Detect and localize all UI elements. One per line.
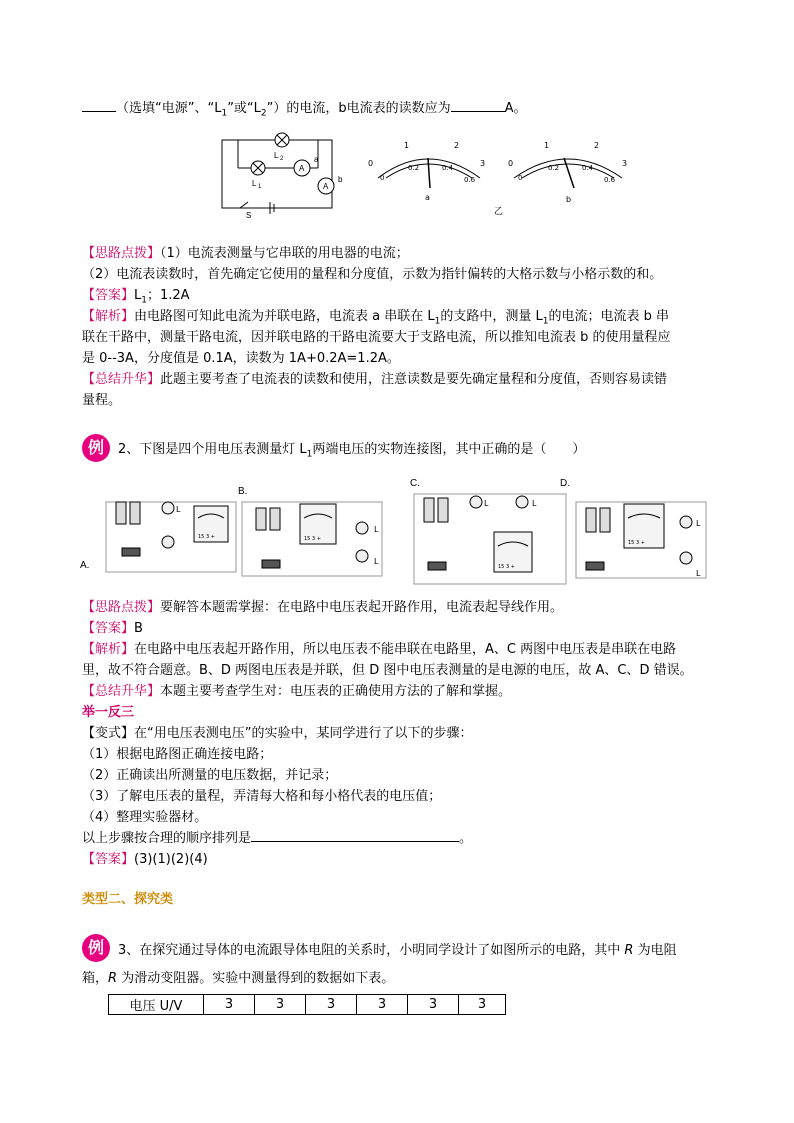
- option-a-label: A.: [80, 560, 90, 571]
- table-cell: 3: [255, 995, 306, 1015]
- table-cell: 3: [459, 995, 506, 1015]
- ammeter-b-letter: A: [323, 182, 329, 191]
- meter-marks: 15 3 +: [304, 536, 321, 542]
- caption-yi: 乙: [494, 207, 504, 217]
- label-s: S: [246, 211, 252, 220]
- ex1-zongjie-1: [82, 370, 667, 390]
- scale: 0: [380, 174, 385, 182]
- label-b: b: [338, 175, 343, 184]
- ex2-zongjie: [82, 682, 511, 702]
- meter-marks: 15 3 +: [498, 564, 515, 570]
- meter-b: [494, 141, 627, 217]
- label-a: a: [314, 155, 319, 164]
- table-row: [109, 995, 506, 1015]
- table-cell: 3: [306, 995, 357, 1015]
- text: 3、在探究通过导体的电流跟导体电阻的关系时，小明同学设计了如图所示的电路，其中: [118, 943, 625, 958]
- circuit-figure: [218, 130, 638, 222]
- tag: 【变式】: [82, 726, 135, 741]
- text: 两端电压的实物连接图，其中正确的是（ ）: [312, 442, 586, 457]
- text: 由电路图可知此电流为并联电路，电流表 a 串联在 L: [134, 309, 435, 324]
- ammeter-a-letter: A: [299, 164, 305, 173]
- scale: 0: [518, 174, 523, 182]
- scale: 0.4: [442, 164, 454, 172]
- text: 。: [459, 831, 473, 846]
- text: L: [134, 288, 142, 303]
- ex2-silu: [82, 598, 563, 618]
- sub: 1: [221, 108, 228, 119]
- option-c-label: C.: [410, 478, 420, 489]
- ex2-jiexi-2: [82, 661, 693, 681]
- text: B: [134, 621, 143, 636]
- text: 要解答本题需掌握：在电路中电压表起开路作用，电流表起导线作用。: [160, 600, 564, 615]
- scale: 0.6: [464, 176, 476, 184]
- q1-text: （选填“电源”、“L: [116, 101, 222, 116]
- ex2-question: [118, 440, 585, 465]
- text: 此题主要考查了电流表的读数和使用，注意读数是要先确定量程和分度值，否则容易读错: [160, 372, 668, 387]
- label-l1: L: [252, 179, 257, 188]
- example-badge: 例: [82, 434, 110, 462]
- sub: 1: [141, 295, 147, 306]
- meter-marks: 15 3 +: [198, 534, 215, 540]
- tag: 【答案】: [82, 288, 135, 303]
- ex1-silu-1: [82, 244, 409, 264]
- meter-a: [368, 141, 485, 202]
- ex2-figures: [76, 472, 716, 588]
- meter-a-label: a: [425, 193, 430, 202]
- q1-mid: ”或“L: [227, 101, 261, 116]
- sub: 1: [258, 184, 262, 190]
- scale: 2: [454, 141, 460, 150]
- scale: 0.6: [604, 176, 616, 184]
- variant-step-1: （1）根据电路图正确连接电路；: [82, 747, 273, 762]
- lamp-label: L: [176, 505, 181, 514]
- blank-source[interactable]: [82, 99, 116, 112]
- text: 的支路中，测量 L: [440, 309, 543, 324]
- ex1-jiexi-2: [82, 328, 671, 348]
- lamp-label: L: [374, 525, 379, 534]
- tag: 【思路点拨】: [82, 600, 161, 615]
- scale: 1: [404, 141, 410, 150]
- text: 为电阻: [633, 943, 677, 958]
- type2-heading: 类型二、探究类: [82, 892, 174, 907]
- scale: 0.2: [548, 164, 560, 172]
- scale: 0.2: [408, 164, 420, 172]
- text: 为滑动变阻器。实验中测量得到的数据如下表。: [117, 971, 395, 986]
- tag: 【总结升华】: [82, 372, 161, 387]
- text: 量程。: [82, 393, 122, 408]
- text: 在“用电压表测电压”的实验中，某同学进行了以下的步骤：: [134, 726, 473, 741]
- ex2-answer: [82, 619, 143, 639]
- blank-reading[interactable]: [451, 99, 505, 112]
- text: （2）电流表读数时，首先确定它使用的量程和分度值，示数为指针偏转的大格示数与小格示数的和。: [82, 267, 663, 282]
- table-cell: 3: [357, 995, 408, 1015]
- lamp-label: L: [532, 499, 537, 508]
- label-l2: L: [274, 151, 279, 160]
- variant-order: [82, 829, 472, 849]
- option-b-label: B.: [238, 486, 248, 497]
- ex1-jiexi-3: [82, 349, 400, 369]
- sub: 1: [434, 316, 441, 327]
- text: 里，故不符合题意。B、D 两图电压表是并联，但 D 图中电压表测量的是电源的电压，故 A、C、D 错误。: [82, 663, 693, 678]
- text: 箱，: [82, 971, 109, 986]
- panel-a: [106, 502, 236, 572]
- tag: 【思路点拨】: [82, 246, 161, 261]
- tag: 【总结升华】: [82, 684, 161, 699]
- sub: 2: [260, 108, 267, 119]
- text: 是 0--3A，分度值是 0.1A，读数为 1A+0.2A=1.2A。: [82, 351, 400, 366]
- example-badge: 例: [82, 934, 110, 962]
- variant-step-4: （4）整理实验器材。: [82, 810, 208, 825]
- variant-step-2: （2）正确读出所测量的电压数据，并记录；: [82, 768, 338, 783]
- lamp-label: L: [696, 569, 701, 578]
- text: 2、下图是四个用电压表测量灯 L: [118, 442, 307, 457]
- meter-b-label: b: [566, 195, 572, 204]
- variant-intro: [82, 724, 473, 744]
- table-cell: 3: [408, 995, 459, 1015]
- var-r: R: [108, 971, 118, 986]
- sub: 1: [306, 449, 313, 460]
- data-table: [108, 994, 506, 1015]
- lamp-label: L: [374, 557, 379, 566]
- variant-heading: 举一反三: [82, 705, 135, 720]
- table-header-cell: 电压 U/V: [109, 995, 204, 1015]
- scale: 0: [508, 159, 514, 168]
- tag: 【答案】: [82, 852, 135, 867]
- scale: 1: [544, 141, 550, 150]
- scale: 3: [622, 159, 628, 168]
- ex3-line-2: [82, 969, 394, 989]
- ex3-line-1: [118, 941, 677, 961]
- scale: 0: [368, 159, 374, 168]
- tag: 【解析】: [82, 642, 135, 657]
- table-cell: 3: [204, 995, 255, 1015]
- meter-marks: 15 3 +: [628, 540, 645, 546]
- text: (3)(1)(2)(4): [134, 852, 208, 867]
- tag: 【解析】: [82, 309, 135, 324]
- q1-fill-line: [82, 99, 527, 124]
- blank-order[interactable]: [251, 829, 459, 842]
- ex1-silu-2: [82, 265, 662, 285]
- text: 在电路中电压表起开路作用，所以电压表不能串联在电路里，A、C 两图中电压表是串联在电路: [134, 642, 677, 657]
- ex2-jiexi-1: [82, 640, 676, 660]
- scale: 3: [480, 159, 486, 168]
- scale: 0.4: [582, 164, 594, 172]
- scale: 2: [594, 141, 600, 150]
- text: ；1.2A: [147, 288, 190, 303]
- q1-tail: ”）的电流，b电流表的读数应为: [266, 101, 451, 116]
- text: 联在干路中，测量干路电流，因并联电路的干路电流要大于支路电流，所以推知电流表 b 的使用量程应: [82, 330, 671, 345]
- q1-unit: A。: [504, 101, 527, 116]
- text: （1）电流表测量与它串联的用电器的电流；: [160, 246, 409, 261]
- panel-c: [414, 494, 566, 584]
- text: 的电流；电流表 b 串: [548, 309, 670, 324]
- sub: 2: [280, 156, 284, 162]
- lamp-label: L: [696, 519, 701, 528]
- option-d-label: D.: [560, 478, 570, 489]
- variant-answer: [82, 850, 208, 870]
- ex1-zongjie-2: [82, 391, 121, 411]
- lamp-label: L: [484, 499, 489, 508]
- tag: 【答案】: [82, 621, 135, 636]
- var-r: R: [624, 943, 634, 958]
- text: 以上步骤按合理的顺序排列是: [82, 831, 252, 846]
- sub: 1: [542, 316, 549, 327]
- variant-step-3: （3）了解电压表的量程，弄清每大格和每小格代表的电压值；: [82, 789, 442, 804]
- text: 本题主要考查学生对：电压表的正确使用方法的了解和掌握。: [160, 684, 512, 699]
